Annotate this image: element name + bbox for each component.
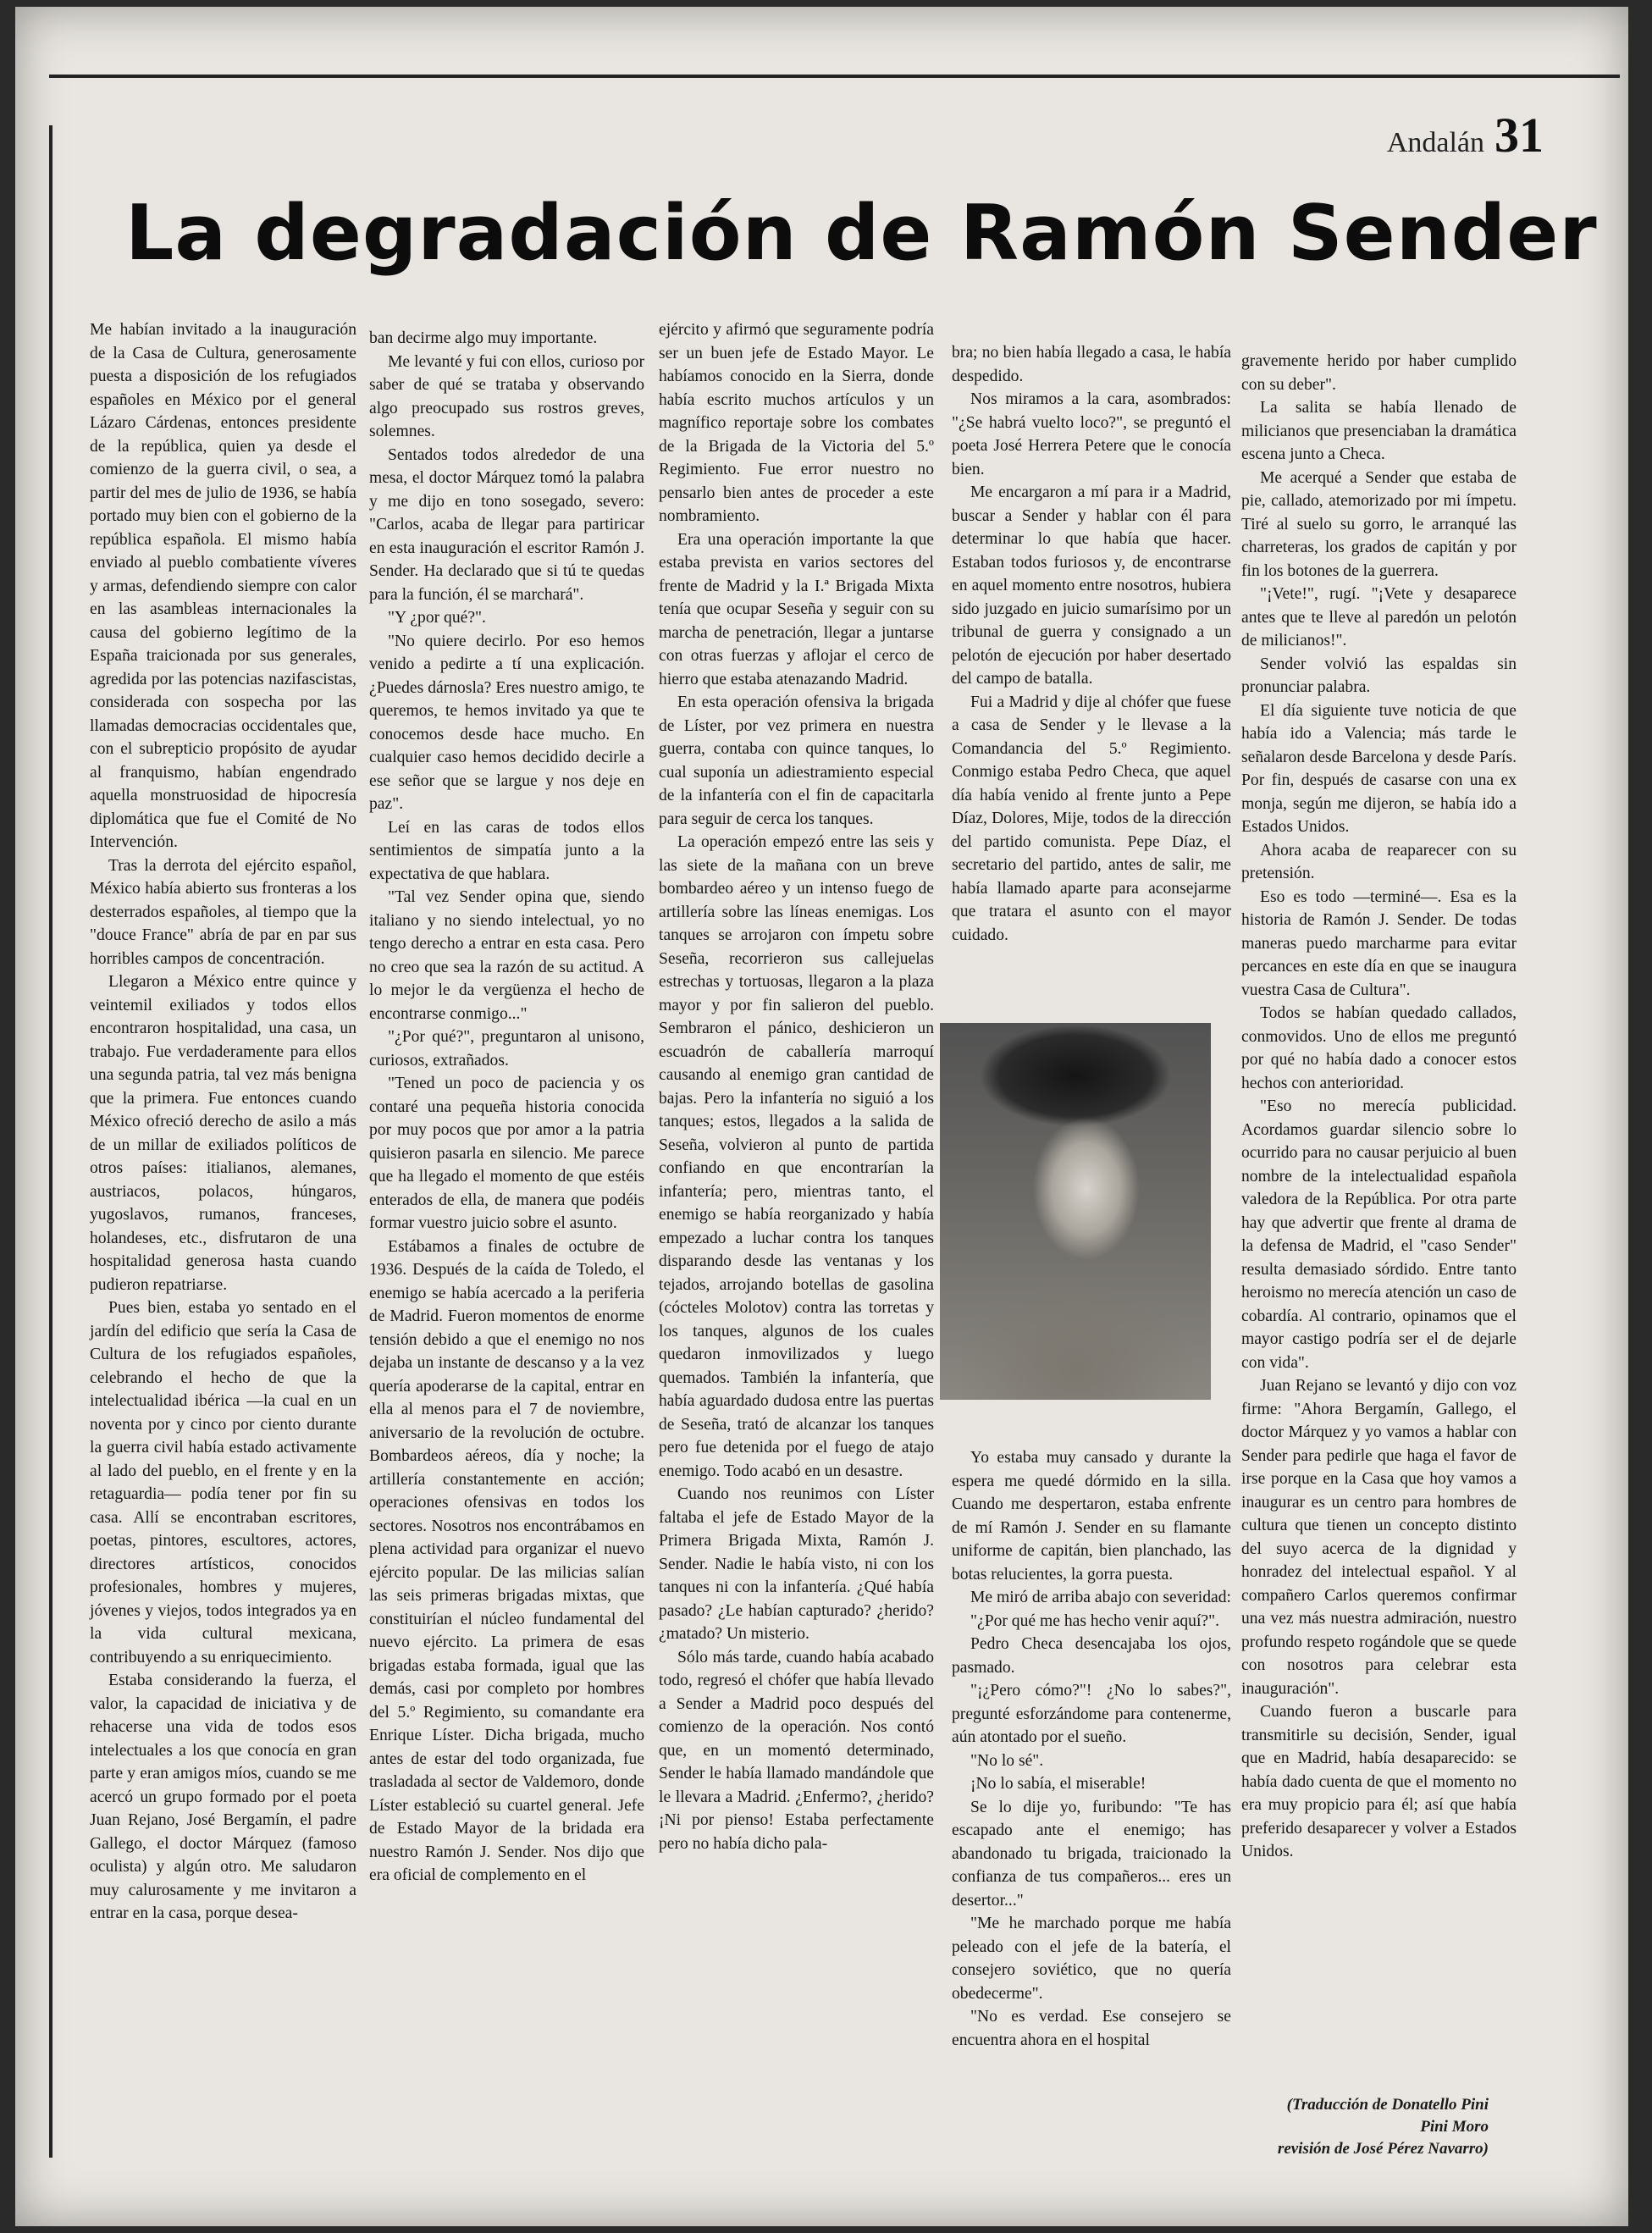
paragraph: Tras la derrota del ejército español, México había abierto sus fronteras a los desterrados españoles, al tiempo que la "douce France" abría de par en par sus horribles campos de concentración. [90, 856, 356, 968]
paragraph: ¡No lo sabía, el miserable! [970, 1775, 1146, 1793]
paragraph: Pues bien, estaba yo sentado en el jardín del edificio que sería la Casa de Cultura de los refugiados españoles, celebrando el hecho de que la intelectualidad ibérica —la cual en un noventa por y cinco por ciento durante la guerra civil había estado activamente al lado del pueblo, en el frente y en la retaguardia— podía tener por fin su casa. Allí se encontraban escritores, poetas, pintores, escultores, actores, directores artísticos, conocidos profesionales, hombres y mujeres, jóvenes y viejos, todos integrados ya en la vida cultural mexicana, contribuyendo a su enriquecimiento. [90, 1299, 356, 1666]
paragraph: "¡Vete!", rugí. "¡Vete y desaparece antes que te lleve al paredón un pelotón de milicianos!". [1241, 585, 1517, 649]
top-rule [49, 75, 1620, 78]
paragraph: "Y ¿por qué?". [388, 609, 486, 627]
paragraph: Me levanté y fui con ellos, curioso por saber de qué se trataba y observando algo preocupado sus rostros greves, solemnes. [369, 352, 644, 440]
article-column-3 [659, 318, 934, 1855]
paragraph: "¿Por qué?", preguntaron al unisono, curiosos, extrañados. [369, 1028, 644, 1070]
paragraph: ban decirme algo muy importante. [369, 329, 598, 347]
page-number: 31 [1495, 108, 1544, 163]
paragraph: Llegaron a México entre quince y veintemil exiliados y todos ellos encontraron hospitalidad, una casa, un trabajo. Fue verdaderamente para ellos una segunda patria, tal vez más benigna que la primera. Fue entonces cuando México ofreció derecho de asilo a más de un millar de exiliados políticos de otros países: itialianos, alemanes, austriacos, polacos, húngaros, yugoslavos, rumanos, franceses, holandeses, etc., disfrutaron de una hospitalidad generosa hasta cuando pudieron repatriarse. [90, 973, 356, 1294]
paragraph: ejército y afirmó que seguramente podría ser un buen jefe de Estado Mayor. Le habíamos conocido en la Sierra, donde había escrito muchos artículos y un magnífico reportaje sobre los combates de la Brigada de la Victoria del 5.º Regimiento. Fue error nuestro no pensarlo bien antes de proceder a este nombramiento. [659, 321, 934, 525]
paragraph: Estaba considerando la fuerza, el valor, la capacidad de iniciativa y de rehacerse una vida de todos esos intelectuales a los que conocía en gran parte y eran amigos míos, cuando se me acercó un grupo formado por el poeta Juan Rejano, José Bergamín, el padre Gallego, el doctor Márquez (famoso oculista) y algún otro. Me saludaron muy calurosamente y me invitaron a entrar en la casa, porque desea- [90, 1672, 356, 1922]
portrait-photo-ramon-sender [940, 1023, 1211, 1400]
article-column-5 [1241, 350, 1517, 1864]
paragraph: Sentados todos alrededor de una mesa, el doctor Márquez tomó la palabra y me dijo en tono sosegado, severo: "Carlos, acaba de llegar para partiricar en esta inauguración el escritor Ramón J. Sender. Ha declarado que si tú te quedas para la función, él se marchará". [369, 445, 644, 604]
paragraph: Ahora acaba de reaparecer con su pretensión. [1241, 841, 1517, 882]
paragraph: En esta operación ofensiva la brigada de Líster, por vez primera en nuestra guerra, contaba con quince tanques, lo cual suponía un adiestramiento especial de la infantería con el fin de capacitarla para seguir de cerca los tanques. [659, 694, 934, 828]
paragraph: Todos se habían quedado callados, conmovidos. Uno de ellos me preguntó por qué no había dado a conocer estos hechos con anterioridad. [1241, 1004, 1517, 1092]
paragraph: Cuando fueron a buscarle para transmitirle su decisión, Sender, igual que en Madrid, había desaparecido: se había dado cuenta de que el momento no era muy propicio para él; así que había preferido desaparecer y volver a Estados Unidos. [1241, 1703, 1517, 1860]
article-column-2 [369, 327, 644, 1888]
paragraph: El día siguiente tuve noticia de que había ido a Valencia; más tarde le señalaron desde Barcelona y desde París. Por fin, después de casarse con una ex monja, según me dijeron, se había ido a Estados Unidos. [1241, 701, 1517, 836]
credit-line: revisión de José Pérez Navarro) [1277, 2140, 1489, 2158]
paragraph: "¡¿Pero cómo?"! ¿No lo sabes?", pregunté esforzándome para contenerme, aún atontado por el sueño. [952, 1682, 1231, 1746]
credit-line: Pini Moro [1420, 2118, 1489, 2136]
paragraph: Sólo más tarde, cuando había acabado todo, regresó el chófer que había llevado a Sender a Madrid poco después del comienzo de la operación. Nos contó que, en un momentó determinado, Sender le había llamado mandándole que le llevara a Madrid. ¿Enfermo?, ¿herido? ¡Ni por pienso! Estaba perfectamente pero no había dicho pala- [659, 1648, 934, 1853]
translation-credit [1201, 2094, 1489, 2160]
paragraph: "No es verdad. Ese consejero se encuentra ahora en el hospital [952, 2008, 1231, 2049]
paragraph: La operación empezó entre las seis y las siete de la mañana con un breve bombardeo aéreo y un intenso fuego de artillería sobre las líneas enemigas. Los tanques se arrojaron con ímpetu sobre Seseña, recorrieron sus callejuelas estrechas y tortuosas, llegaron a la plaza mayor y por fin salieron del pueblo. Sembraron el pánico, deshicieron un escuadrón de caballería marroquí causando al enemigo gran cantidad de bajas. Pero la infantería no siguió a los tanques; estos, llegados a la salida de Seseña, volvieron al punto de partida confiando en que encontrarían la infantería; pero, mientras tanto, el enemigo se había reorganizado y había empezado a luchar contra los tanques disparando desde las ventanas y los tejados, arrojando botellas de gasolina (cócteles Molotov) contra las torretas y los tanques, algunos de los cuales quedaron inmovilizados y luego quemados. También la infantería, que había aguardado dudosa entre las puertas de Seseña, trató de alcanzar los tanques pero fue detenida por el fuego de atajo enemigo. Todo acabó en un desastre. [659, 833, 934, 1480]
paragraph: Me encargaron a mí para ir a Madrid, buscar a Sender y hablar con él para determinar lo que había que hacer. Estaban todos furiosos y, de encontrarse en aquel momento entre nosotros, hubiera sido juzgado en juicio sumarísimo por un tribunal de guerra y consignado a un pelotón de ejecución por haber desertado del campo de batalla. [952, 484, 1231, 688]
paragraph: Sender volvió las espaldas sin pronunciar palabra. [1241, 655, 1517, 696]
paragraph: Estábamos a finales de octubre de 1936. Después de la caída de Toledo, el enemigo se había acercado a la periferia de Madrid. Fueron momentos de enorme tensión debido a que el enemigo no nos dejaba un instante de descanso y a la vez quería apoderarse de la capital, entrar en ella al menos para el 7 de noviembre, aniversario de la revolución de octubre. Bombardeos aéreos, día y noche; la artillería constantemente en acción; operaciones ofensivas en todos los sectores. Nosotros nos encontrábamos en plena actividad para organizar el nuevo ejército popular. De las milicias salían las seis primeras brigadas mixtas, que constituirían el núcleo fundamental del nuevo ejército. La primera de esas brigadas estaba formada, igual que las demás, casi por completo por hombres del 5.º Regimiento, su comandante era Enrique Líster. Dicha brigada, mucho antes de estar del todo organizada, fue trasladada al sector de Valdemoro, donde Líster estableció su cuartel general. Jefe de Estado Mayor de la bridada era nuestro Ramón J. Sender. Nos dijo que era oficial de complemento en el [369, 1237, 644, 1884]
page-header [1387, 107, 1544, 163]
paragraph: Eso es todo —terminé—. Esa es la historia de Ramón J. Sender. De todas maneras puedo marcharme para evitar percances en este día en que se inaugura vuestra Casa de Cultura". [1241, 887, 1517, 999]
publication-name: Andalán [1386, 127, 1484, 158]
paragraph: "Me he marchado porque me había peleado con el jefe de la batería, el consejero soviético, que no quería obedecerme". [952, 1915, 1231, 2003]
article-column-4-continued [952, 1446, 1231, 2052]
paragraph: Se lo dije yo, furibundo: "Te has escapado ante el enemigo; has abandonado tu brigada, traicionado la confianza de tus compañeros... eres un desertor..." [952, 1798, 1231, 1910]
paragraph: Me miró de arriba abajo con severidad: [970, 1589, 1231, 1606]
paragraph: "No lo sé". [970, 1751, 1044, 1770]
paragraph: Cuando nos reunimos con Líster faltaba el jefe de Estado Mayor de la Primera Brigada Mixta, Ramón J. Sender. Nadie le había visto, ni con los tanques ni con la infantería. ¿Qué había pasado? ¿Le habían capturado? ¿herido? ¿matado? Un misterio. [659, 1485, 934, 1643]
paragraph: Juan Rejano se levantó y dijo con voz firme: "Ahora Bergamín, Gallego, el doctor Márquez y yo vamos a hablar con Sender para pedirle que haga el favor de irse porque en la Casa que hoy vamos a inaugurar es un centro para hombres de cultura que tienen un concepto distinto del suyo acerca de la dignidad y honradez del intelectual español. Y al compañero Carlos queremos confirmar una vez más nuestra admiración, nuestro profundo respeto rogándole que se quede con nosotros para celebrar esta inauguración". [1241, 1377, 1517, 1698]
article-headline: La degradación de Ramón Sender [125, 189, 1598, 278]
paragraph: La salita se había llenado de milicianos que presenciaban la dramática escena junto a Checa. [1241, 399, 1517, 463]
paragraph: Me habían invitado a la inauguración de la Casa de Cultura, generosamente puesta a disposición de los refugiados españoles en México por el general Lázaro Cárdenas, entonces presidente de la república, quien ya desde el comienzo de la guerra civil, o sea, a partir del mes de julio de 1936, se había portado muy bien con el gobierno de la república española. El mismo había enviado al pueblo combatiente víveres y armas, defendiendo siempre con calor en las asambleas internacionales la causa del gobierno legítimo de la España traicionada por sus generales, agredida por las potencias nazifascistas, considerada con sospecha por las llamadas democracias occidentales que, con el subrepticio propósito de ayudar al franquismo, habían engendrado aquella monstruosidad de hipocresía diplomática que fue el Comité de No Intervención. [90, 321, 356, 851]
paragraph: gravemente herido por haber cumplido con su deber". [1241, 352, 1517, 394]
paragraph: Nos miramos a la cara, asombrados: "¿Se habrá vuelto loco?", se preguntó el poeta José Herrera Petere que le conocía bien. [952, 390, 1231, 478]
paragraph: Pedro Checa desencajaba los ojos, pasmado. [952, 1635, 1231, 1677]
paragraph: Leí en las caras de todos ellos sentimientos de simpatía junto a la expectativa de que hablara. [369, 818, 644, 883]
paragraph: "¿Por qué me has hecho venir aquí?". [970, 1611, 1220, 1630]
paragraph: Fui a Madrid y dije al chófer que fuese a casa de Sender y le llevase a la Comandancia del 5.º Regimiento. Conmigo estaba Pedro Checa, que aquel día había venido al frente junto a Pepe Díaz, Dolores, Mije, todos de la dirección del partido comunista. Pepe Díaz, el secretario del partido, antes de salir, me había llamado aparte para aconsejarme que tratara el asunto con el mayor cuidado. [952, 693, 1231, 944]
paragraph: Me acerqué a Sender que estaba de pie, callado, atemorizado por mi ímpetu. Tiré al suelo su gorro, le arranqué las charreteras, los grados de capitán y por fin los botones de la guerrera. [1241, 468, 1517, 580]
article-column-4 [952, 341, 1231, 947]
paragraph: Yo estaba muy cansado y durante la espera me quedé dórmido en la silla. Cuando me despertaron, estaba enfrente de mí Ramón J. Sender en su flamante uniforme de capitán, bien planchado, las botas relucientes, la gorra puesta. [952, 1449, 1231, 1584]
credit-line: (Traducción de Donatello Pini [1286, 2096, 1489, 2114]
article-column-1 [90, 318, 356, 1926]
paragraph: Era una operación importante la que estaba prevista en varios sectores del frente de Madrid y la I.ª Brigada Mixta tenía que ocupar Seseña y seguir con su marcha de penetración, llegar a juntarse con otras fuerzas y aflojar el cerco de hierro que estaba atenazando Madrid. [659, 530, 934, 688]
paragraph: "Eso no merecía publicidad. Acordamos guardar silencio sobre lo ocurrido para no causar perjuicio al buen nombre de la intelectualidad española valedora de la República. Por otra parte hay que advertir que frente al drama de la defensa de Madrid, el "caso Sender" resulta demasiado sórdido. Entre tanto heroismo no merecía atención un caso de cobardía. Al contrario, opinamos que el mayor castigo podría ser el de dejarle con vida". [1241, 1097, 1517, 1372]
paragraph: "No quiere decirlo. Por eso hemos venido a pedirte a tí una explicación. ¿Puedes dárnosla? Eres nuestro amigo, te queremos, te hemos invitado ya que te conocemos desde hace mucho. En cualquier caso hemos decidido decirle a ese señor que se largue y nos deje en paz". [369, 632, 644, 813]
paragraph: bra; no bien había llegado a casa, le había despedido. [952, 344, 1231, 385]
newspaper-page [15, 7, 1628, 2226]
paragraph: "Tened un poco de paciencia y os contaré una pequeña historia conocida por muy pocos que por amor a la patria quisieron pasarla en silencio. Me parece que ha llegado el momento de que estéis enterados de ella, de manera que podéis formar vuestro juicio sobre el asunto. [369, 1075, 644, 1232]
paragraph: "Tal vez Sender opina que, siendo italiano y no siendo intelectual, yo no tengo derecho a entrar en esta casa. Pero no creo que sea la razón de su actitud. A lo mejor le da vergüenza el hecho de encontrarse conmigo..." [369, 888, 644, 1023]
